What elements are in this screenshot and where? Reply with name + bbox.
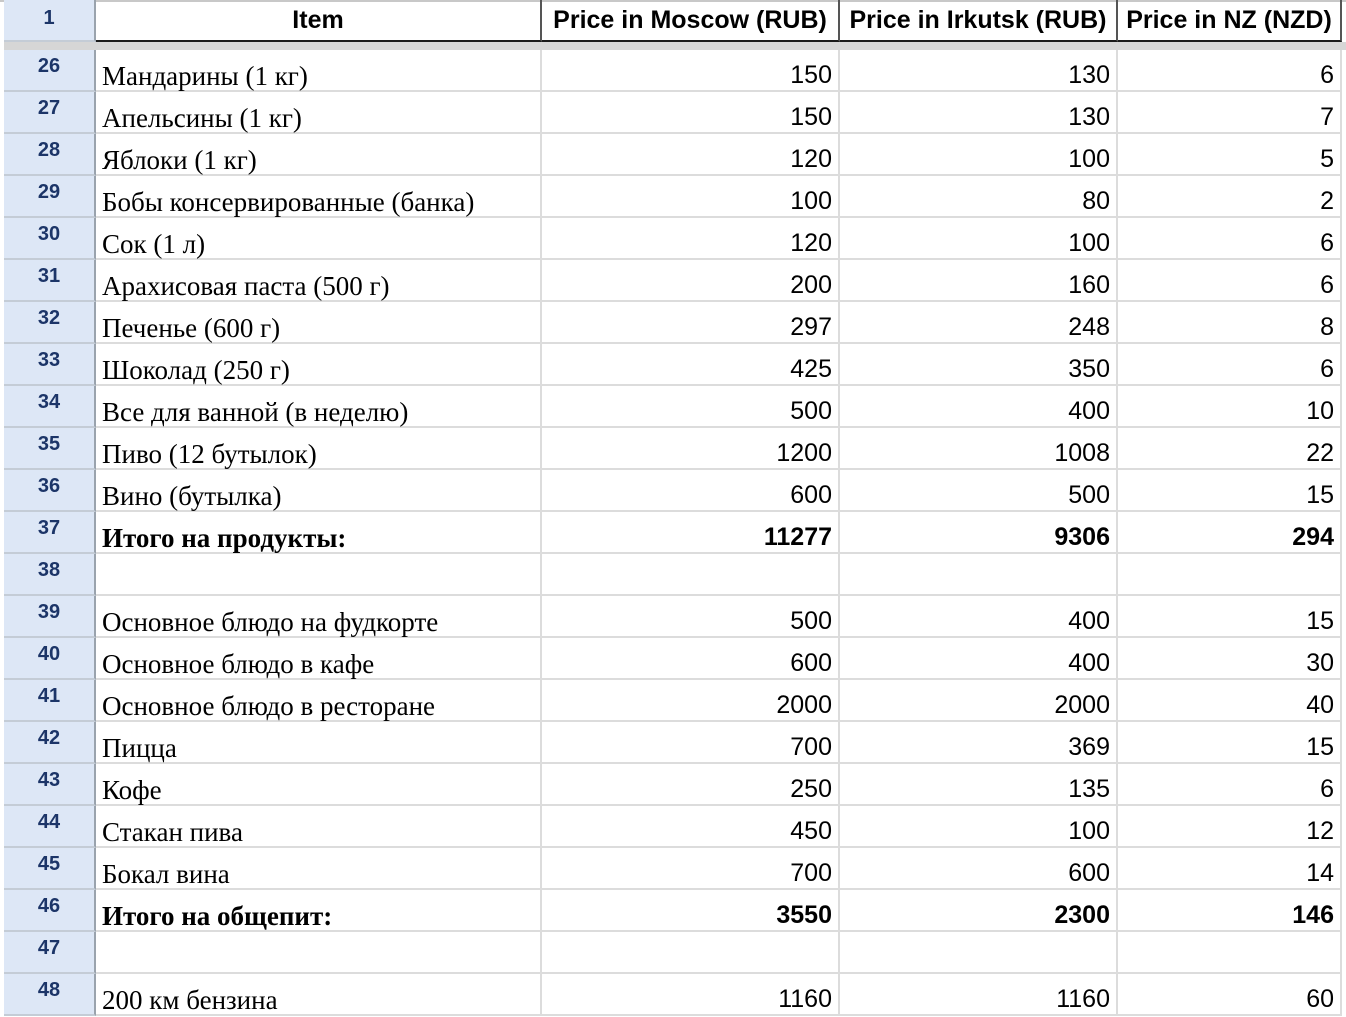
item-cell[interactable]: Вино (бутылка)	[96, 470, 542, 512]
nz-price-cell[interactable]: 6	[1118, 218, 1342, 260]
row-header[interactable]: 34	[4, 386, 96, 428]
irkutsk-price-cell[interactable]: 100	[840, 218, 1118, 260]
row-header-1[interactable]: 1	[4, 0, 96, 42]
moscow-price-cell[interactable]: 100	[542, 176, 840, 218]
table-row	[0, 428, 1346, 470]
item-cell[interactable]: Арахисовая паста (500 г)	[96, 260, 542, 302]
nz-price-cell[interactable]: 12	[1118, 806, 1342, 848]
item-cell[interactable]: Печенье (600 г)	[96, 302, 542, 344]
nz-price-cell[interactable]: 6	[1118, 764, 1342, 806]
moscow-price-cell[interactable]: 500	[542, 386, 840, 428]
moscow-price-cell[interactable]: 450	[542, 806, 840, 848]
nz-price-cell[interactable]: 15	[1118, 470, 1342, 512]
item-cell[interactable]: Все для ванной (в неделю)	[96, 386, 542, 428]
nz-price-cell[interactable]: 30	[1118, 638, 1342, 680]
moscow-price-cell[interactable]: 200	[542, 260, 840, 302]
table-row	[0, 890, 1346, 932]
irkutsk-price-cell[interactable]: 2300	[840, 890, 1118, 932]
moscow-price-cell[interactable]	[542, 932, 840, 974]
item-cell[interactable]: Мандарины (1 кг)	[96, 50, 542, 92]
item-cell[interactable]	[96, 554, 542, 596]
irkutsk-price-cell[interactable]: 400	[840, 386, 1118, 428]
table-row	[0, 176, 1346, 218]
row-header[interactable]: 36	[4, 470, 96, 512]
moscow-price-cell[interactable]: 700	[542, 722, 840, 764]
moscow-price-cell[interactable]: 150	[542, 92, 840, 134]
nz-price-cell[interactable]	[1118, 554, 1342, 596]
table-row	[0, 218, 1346, 260]
nz-price-cell[interactable]: 6	[1118, 344, 1342, 386]
irkutsk-price-cell[interactable]: 130	[840, 92, 1118, 134]
irkutsk-price-cell[interactable]: 135	[840, 764, 1118, 806]
table-row	[0, 386, 1346, 428]
irkutsk-price-cell[interactable]: 400	[840, 596, 1118, 638]
nz-price-cell[interactable]: 7	[1118, 92, 1342, 134]
row-header[interactable]: 37	[4, 512, 96, 554]
nz-price-cell[interactable]: 40	[1118, 680, 1342, 722]
item-cell[interactable]: Яблоки (1 кг)	[96, 134, 542, 176]
row-header[interactable]: 31	[4, 260, 96, 302]
row-header[interactable]: 26	[4, 50, 96, 92]
moscow-price-cell[interactable]: 250	[542, 764, 840, 806]
item-cell[interactable]: 200 км бензина	[96, 974, 542, 1016]
moscow-price-cell[interactable]: 150	[542, 50, 840, 92]
item-cell[interactable]: Апельсины (1 кг)	[96, 92, 542, 134]
item-cell[interactable]: Основное блюдо в кафе	[96, 638, 542, 680]
irkutsk-price-cell[interactable]: 500	[840, 470, 1118, 512]
item-cell[interactable]: Пицца	[96, 722, 542, 764]
nz-price-cell[interactable]: 15	[1118, 722, 1342, 764]
irkutsk-price-cell[interactable]: 350	[840, 344, 1118, 386]
irkutsk-price-cell[interactable]: 100	[840, 806, 1118, 848]
table-row	[0, 638, 1346, 680]
irkutsk-price-cell[interactable]: 160	[840, 260, 1118, 302]
table-row	[0, 344, 1346, 386]
column-header-nz[interactable]: Price in NZ (NZD)	[1118, 0, 1342, 42]
moscow-price-cell[interactable]: 2000	[542, 680, 840, 722]
nz-price-cell[interactable]: 14	[1118, 848, 1342, 890]
table-row	[0, 302, 1346, 344]
item-cell[interactable]	[96, 932, 542, 974]
moscow-price-cell[interactable]: 1200	[542, 428, 840, 470]
irkutsk-price-cell[interactable]: 400	[840, 638, 1118, 680]
nz-price-cell[interactable]: 294	[1118, 512, 1342, 554]
irkutsk-price-cell[interactable]: 1008	[840, 428, 1118, 470]
row-header[interactable]: 41	[4, 680, 96, 722]
item-cell[interactable]: Пиво (12 бутылок)	[96, 428, 542, 470]
table-row	[0, 722, 1346, 764]
column-header-moscow[interactable]: Price in Moscow (RUB)	[542, 0, 840, 42]
irkutsk-price-cell[interactable]: 2000	[840, 680, 1118, 722]
row-header[interactable]: 40	[4, 638, 96, 680]
irkutsk-price-cell[interactable]: 9306	[840, 512, 1118, 554]
table-row	[0, 848, 1346, 890]
row-header[interactable]: 38	[4, 554, 96, 596]
nz-price-cell[interactable]: 6	[1118, 260, 1342, 302]
nz-price-cell[interactable]: 6	[1118, 50, 1342, 92]
irkutsk-price-cell[interactable]: 369	[840, 722, 1118, 764]
item-cell[interactable]: Итого на общепит:	[96, 890, 542, 932]
nz-price-cell[interactable]: 60	[1118, 974, 1342, 1016]
moscow-price-cell[interactable]: 600	[542, 638, 840, 680]
moscow-price-cell[interactable]: 500	[542, 596, 840, 638]
table-row	[0, 260, 1346, 302]
moscow-price-cell[interactable]: 3550	[542, 890, 840, 932]
item-cell[interactable]: Сок (1 л)	[96, 218, 542, 260]
nz-price-cell[interactable]: 22	[1118, 428, 1342, 470]
irkutsk-price-cell[interactable]: 248	[840, 302, 1118, 344]
table-row	[0, 50, 1346, 92]
irkutsk-price-cell[interactable]: 600	[840, 848, 1118, 890]
item-cell[interactable]: Бокал вина	[96, 848, 542, 890]
row-header[interactable]: 33	[4, 344, 96, 386]
table-row	[0, 764, 1346, 806]
item-cell[interactable]: Кофе	[96, 764, 542, 806]
table-row	[0, 806, 1346, 848]
table-row	[0, 92, 1346, 134]
nz-price-cell[interactable]: 15	[1118, 596, 1342, 638]
row-header[interactable]: 39	[4, 596, 96, 638]
item-cell[interactable]: Бобы консервированные (банка)	[96, 176, 542, 218]
row-header[interactable]: 45	[4, 848, 96, 890]
irkutsk-price-cell[interactable]: 130	[840, 50, 1118, 92]
item-cell[interactable]: Шоколад (250 г)	[96, 344, 542, 386]
irkutsk-price-cell[interactable]: 80	[840, 176, 1118, 218]
irkutsk-price-cell[interactable]: 100	[840, 134, 1118, 176]
moscow-price-cell[interactable]: 1160	[542, 974, 840, 1016]
table-row	[0, 680, 1346, 722]
nz-price-cell[interactable]: 8	[1118, 302, 1342, 344]
row-header[interactable]: 44	[4, 806, 96, 848]
item-cell[interactable]: Итого на продукты:	[96, 512, 542, 554]
table-row	[0, 134, 1346, 176]
moscow-price-cell[interactable]: 297	[542, 302, 840, 344]
irkutsk-price-cell[interactable]: 1160	[840, 974, 1118, 1016]
row-header[interactable]: 32	[4, 302, 96, 344]
nz-price-cell[interactable]: 2	[1118, 176, 1342, 218]
row-header[interactable]: 46	[4, 890, 96, 932]
moscow-price-cell[interactable]: 120	[542, 218, 840, 260]
irkutsk-price-cell[interactable]	[840, 932, 1118, 974]
item-cell[interactable]: Основное блюдо в ресторане	[96, 680, 542, 722]
row-header[interactable]: 47	[4, 932, 96, 974]
nz-price-cell[interactable]: 146	[1118, 890, 1342, 932]
item-cell[interactable]: Стакан пива	[96, 806, 542, 848]
row-header[interactable]: 28	[4, 134, 96, 176]
row-header[interactable]: 29	[4, 176, 96, 218]
table-row	[0, 932, 1346, 974]
row-header[interactable]: 48	[4, 974, 96, 1016]
row-header[interactable]: 42	[4, 722, 96, 764]
column-header-irkutsk[interactable]: Price in Irkutsk (RUB)	[840, 0, 1118, 42]
table-row	[0, 470, 1346, 512]
table-row	[0, 596, 1346, 638]
moscow-price-cell[interactable]: 700	[542, 848, 840, 890]
row-header[interactable]: 27	[4, 92, 96, 134]
irkutsk-price-cell[interactable]	[840, 554, 1118, 596]
column-header-item[interactable]: Item	[96, 0, 542, 42]
moscow-price-cell[interactable]: 11277	[542, 512, 840, 554]
table-row	[0, 974, 1346, 1016]
moscow-price-cell[interactable]: 600	[542, 470, 840, 512]
row-header[interactable]: 30	[4, 218, 96, 260]
row-header[interactable]: 35	[4, 428, 96, 470]
nz-price-cell[interactable]: 10	[1118, 386, 1342, 428]
row-header[interactable]: 43	[4, 764, 96, 806]
table-row	[0, 512, 1346, 554]
moscow-price-cell[interactable]	[542, 554, 840, 596]
moscow-price-cell[interactable]: 120	[542, 134, 840, 176]
moscow-price-cell[interactable]: 425	[542, 344, 840, 386]
item-cell[interactable]: Основное блюдо на фудкорте	[96, 596, 542, 638]
frozen-pane-divider[interactable]	[4, 42, 1346, 50]
header-row	[0, 0, 1346, 42]
nz-price-cell[interactable]: 5	[1118, 134, 1342, 176]
nz-price-cell[interactable]	[1118, 932, 1342, 974]
table-row	[0, 554, 1346, 596]
